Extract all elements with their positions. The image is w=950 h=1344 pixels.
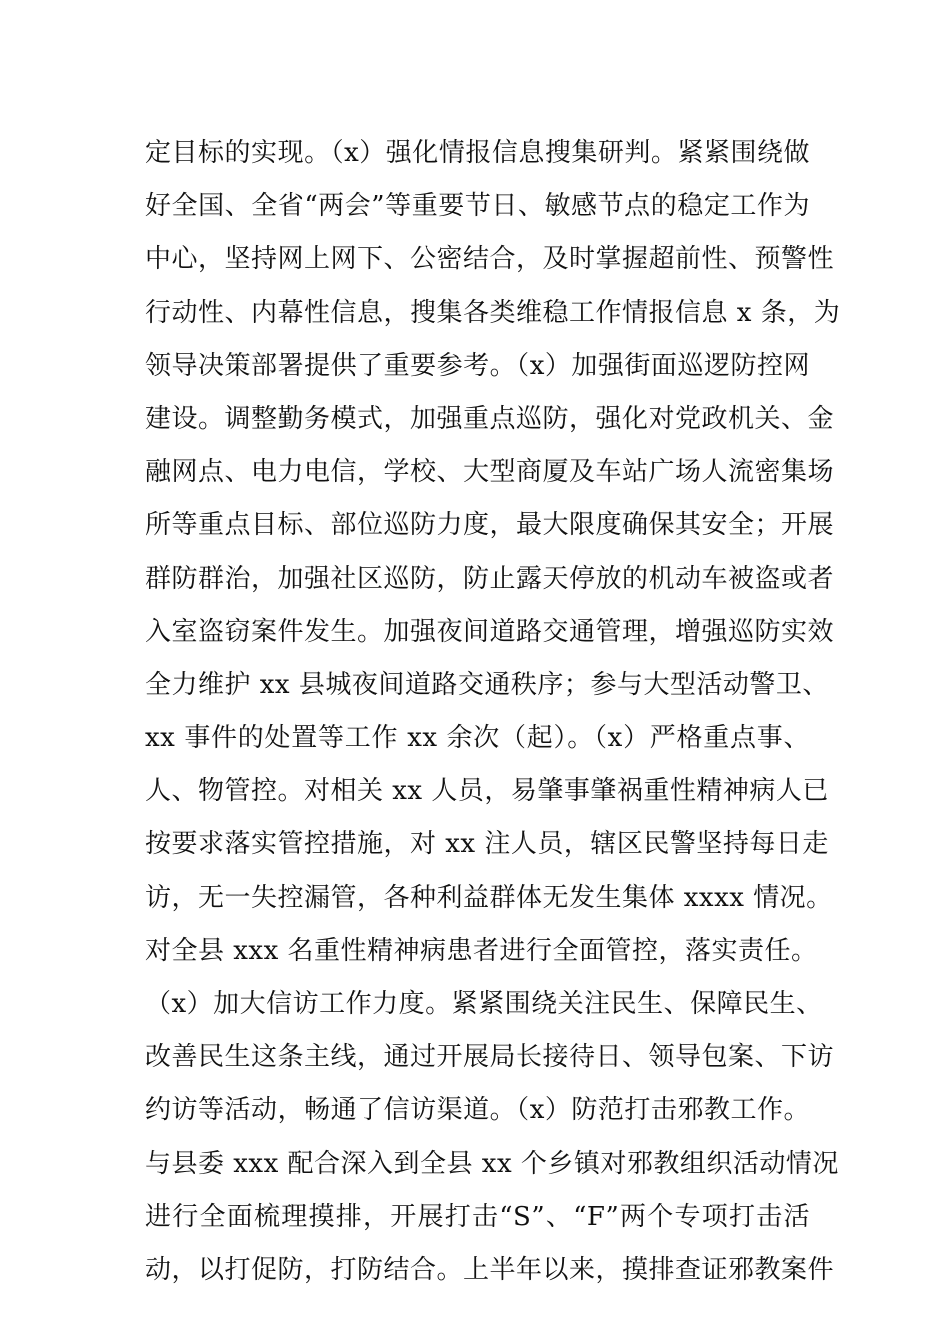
text-line: 中心，坚持网上网下、公密结合，及时掌握超前性、预警性 [145,244,835,275]
text-line: 建设。调整勤务模式，加强重点巡防，强化对党政机关、金 [145,403,835,434]
text-line: 进行全面梳理摸排，开展打击“S”、“F”两个专项打击活 [145,1201,810,1232]
text-line: 融网点、电力电信，学校、大型商厦及车站广场人流密集场 [145,457,835,488]
text-line: 所等重点目标、部位巡防力度，最大限度确保其安全；开展 [145,510,835,541]
text-line: 领导决策部署提供了重要参考。（x）加强街面巡逻防控网 [145,350,810,381]
text-line: 入室盗窃案件发生。加强夜间道路交通管理，增强巡防实效 [145,616,835,647]
body-text [145,127,841,1297]
text-line: （x）加大信访工作力度。紧紧围绕关注民生、保障民生、 [145,989,823,1019]
text-line: 定目标的实现。（x）强化情报信息搜集研判。紧紧围绕做 [145,138,810,168]
text-line: 行动性、内幕性信息，搜集各类维稳工作情报信息 x 条，为 [145,297,841,328]
text-line: 全力维护 xx 县城夜间道路交通秩序；参与大型活动警卫、 [145,669,829,700]
text-line: 改善民生这条主线，通过开展局长接待日、领导包案、下访 [145,1042,835,1073]
text-line: 好全国、全省“两会”等重要节日、敏感节点的稳定工作为 [145,191,810,222]
text-line: 群防群治，加强社区巡防，防止露天停放的机动车被盗或者 [145,563,835,594]
text-line: 对全县 xxx 名重性精神病患者进行全面管控，落实责任。 [145,935,818,966]
text-line: 按要求落实管控措施，对 xx 注人员，辖区民警坚持每日走 [145,829,829,860]
text-line: 人、物管控。对相关 xx 人员，易肇事肇祸重性精神病人已 [145,776,829,807]
text-line: 访，无一失控漏管，各种利益群体无发生集体 xxxx 情况。 [145,882,833,913]
text-line: 动，以打促防，打防结合。上半年以来，摸排查证邪教案件 [145,1254,835,1285]
text-line: 与县委 xxx 配合深入到全县 xx 个乡镇对邪教组织活动情况 [145,1148,839,1179]
text-line: xx 事件的处置等工作 xx 余次（起）。（x）严格重点事、 [145,723,810,754]
text-line: 约访等活动，畅通了信访渠道。（x）防范打击邪教工作。 [145,1095,810,1126]
